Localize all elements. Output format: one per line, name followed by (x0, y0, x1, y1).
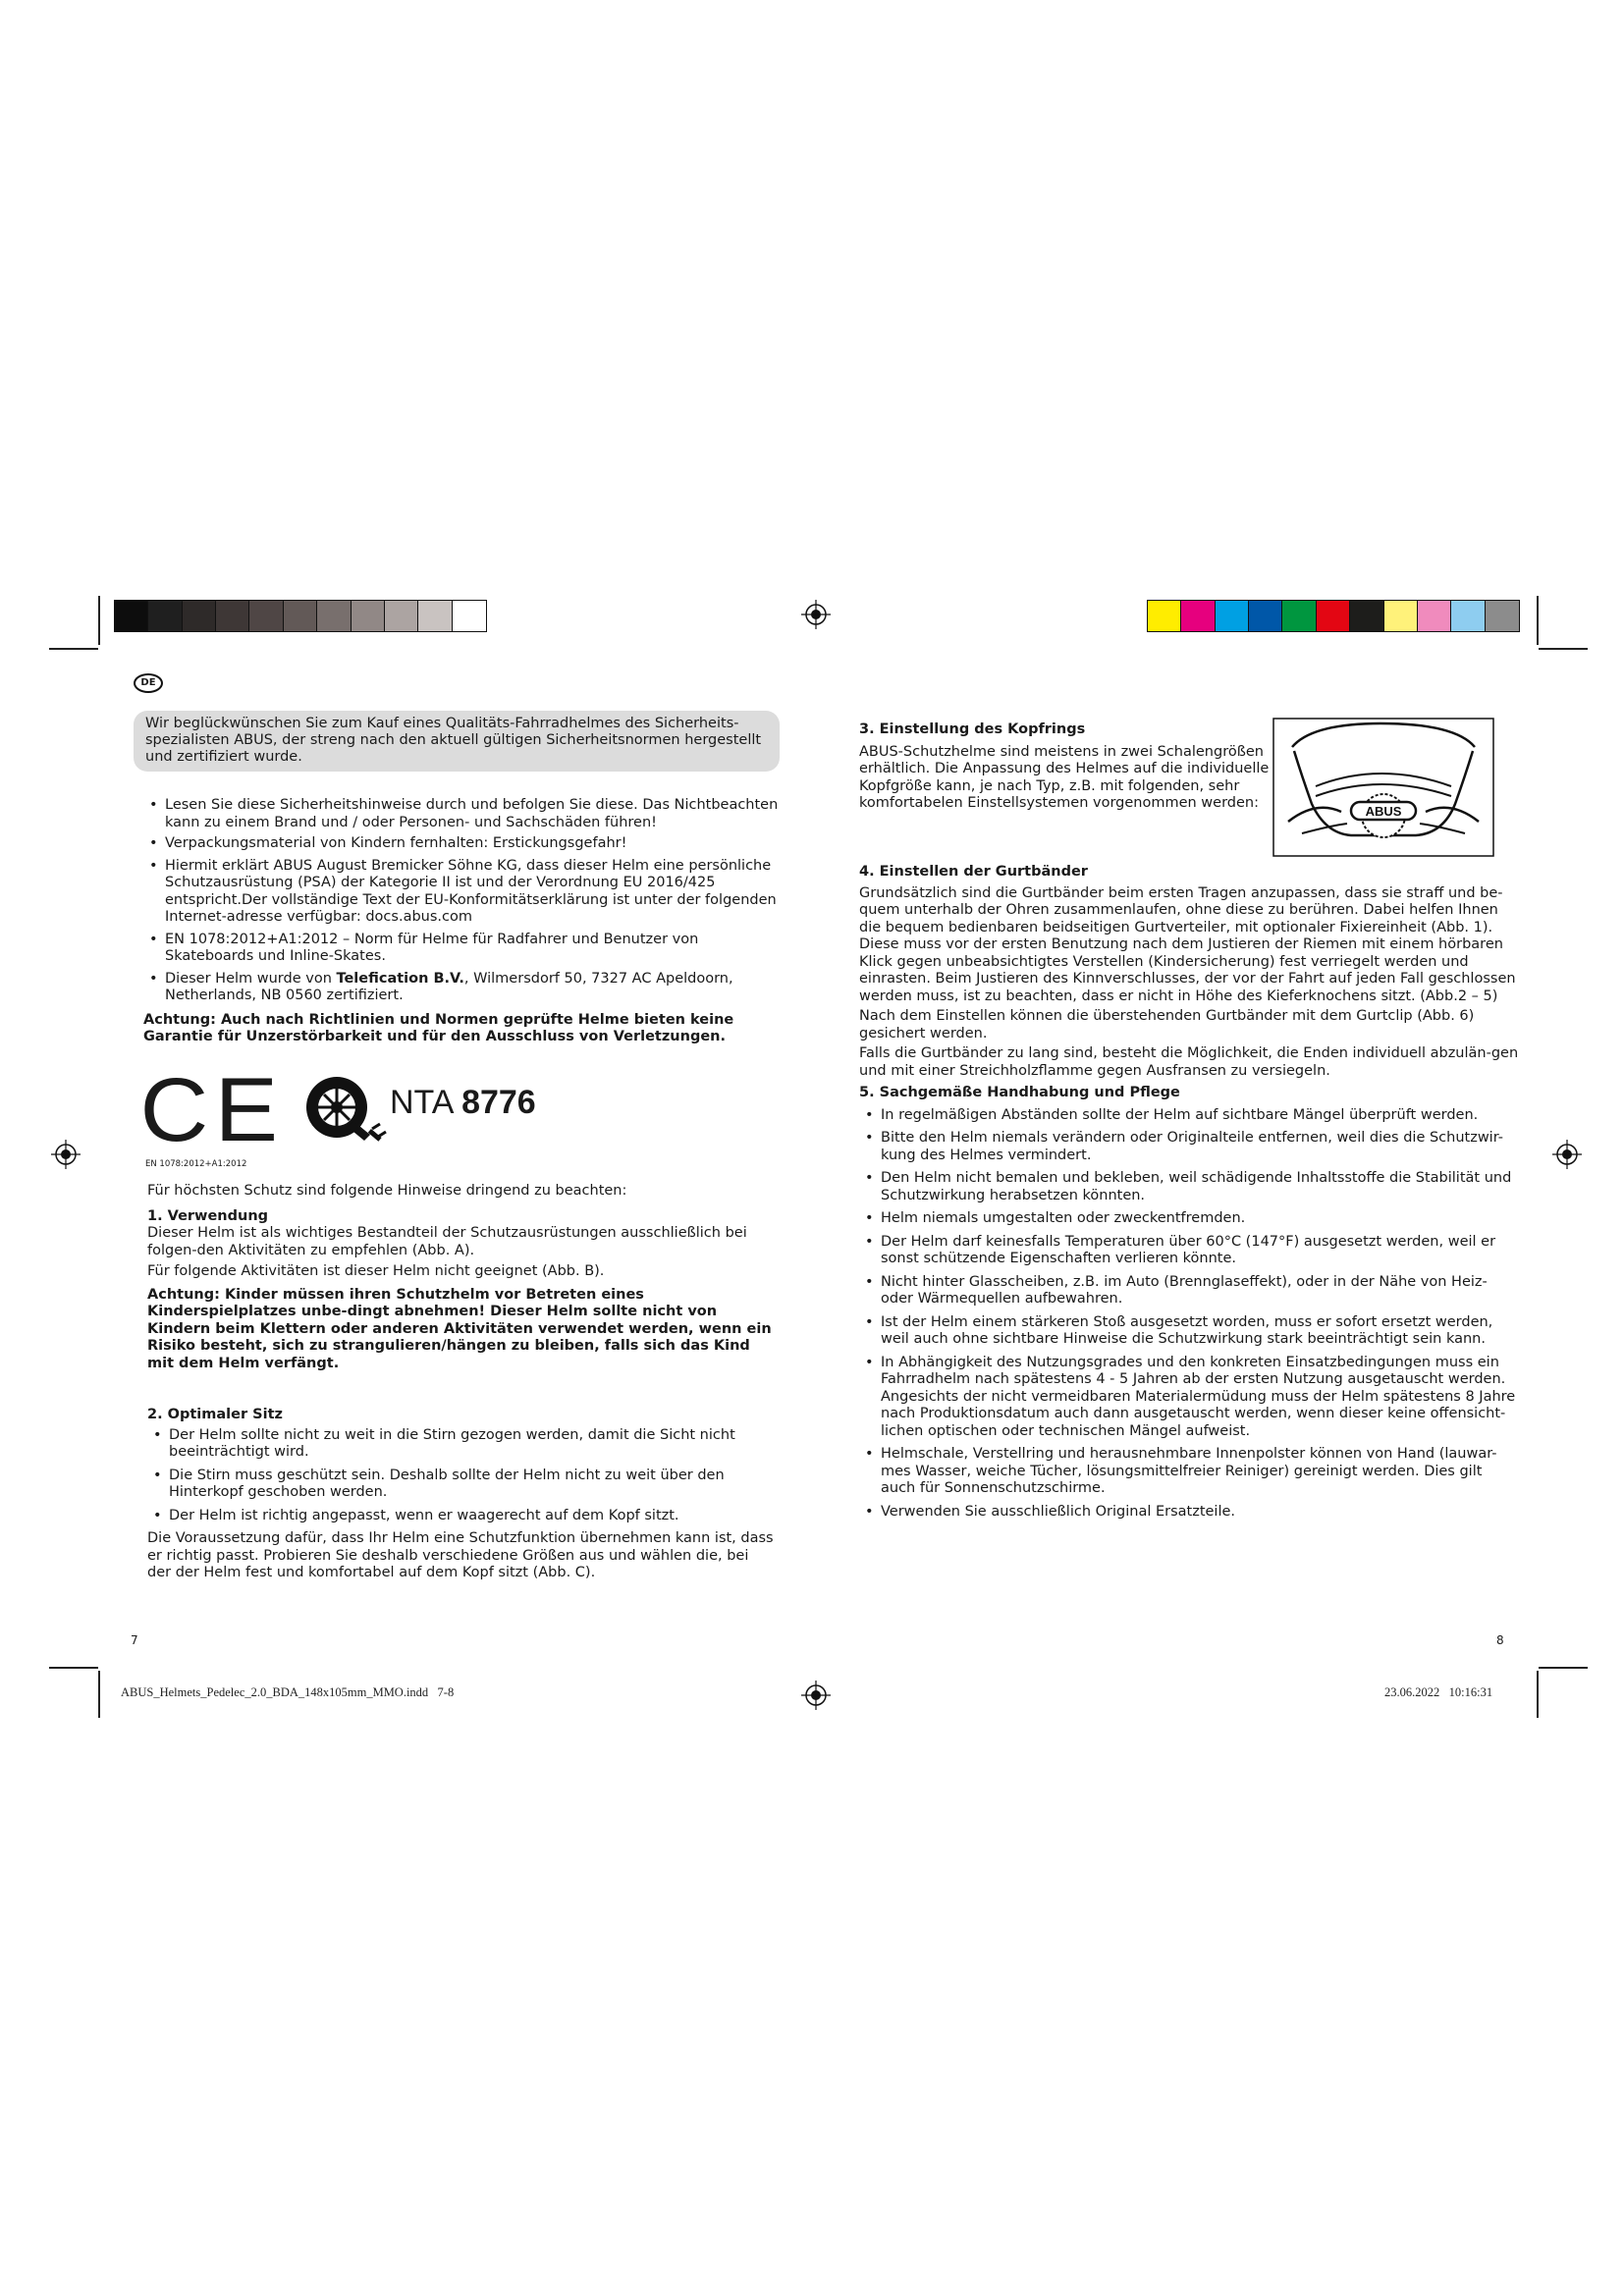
slug-filename: ABUS_Helmets_Pedelec_2.0_BDA_148x105mm_MMO.indd 7-8 (121, 1685, 455, 1699)
section-heading: 4. Einstellen der Gurtbänder (859, 864, 1088, 880)
color-swatch (249, 601, 283, 631)
list-item: • In Abhängigkeit des Nutzungsgrades und den konkreten Einsatzbedingungen muss ein Fahrradhelm nach spätestens 4 - 5 Jahren ab der ersten Nutzung ausgetauscht werden. Angesichts der nicht vermeidbaren Materialermüdung muss der Helm spätestens 8 Jahre nach Produktionsdatum auch dann ausgetauscht werden, wenn dieser keine offensicht-lichen optischen oder technischen Mängel aufweist. (859, 1355, 1519, 1441)
crop-mark (49, 1667, 98, 1669)
cert-prefix: Dieser Helm wurde von (165, 970, 337, 987)
list-item: • Helmschale, Verstellring und herausnehmbare Innenpolster können von Hand (lauwar-mes Wasser, weiche Tücher, lösungsmittelfreier Reiniger) gereinigt werden. Dies gilt auch für Sonnenschutzschirme. (859, 1446, 1519, 1498)
paragraph: Dieser Helm ist als wichtiges Bestandteil der Schutzausrüstungen ausschließlich bei folgen-den Aktivitäten zu empfehlen (Abb. A). (147, 1225, 747, 1258)
paragraph: Für folgende Aktivitäten ist dieser Helm nicht geeignet (Abb. B). (147, 1263, 605, 1279)
list-item: • Helm niemals umgestalten oder zweckentfremden. (859, 1210, 1519, 1228)
list-item (143, 971, 780, 1005)
en-caption (145, 1159, 246, 1169)
color-swatch (385, 601, 418, 631)
page-number-left: 7 (131, 1633, 138, 1647)
process-color-strip (1147, 600, 1520, 632)
list-item: • Verwenden Sie ausschließlich Original Ersatzteile. (859, 1504, 1519, 1522)
registration-mark-icon (51, 1140, 81, 1169)
color-swatch (1148, 601, 1181, 631)
left-column-lower (147, 1183, 776, 1582)
warning-text: Achtung: Auch nach Richtlinien und Normen geprüfte Helme bieten keine Garantie für Unzerstörbarkeit und für den Ausschluss von Verletzungen. (143, 1011, 734, 1044)
nta-label (390, 1084, 536, 1121)
crop-mark (1537, 1671, 1539, 1718)
list-item: • Lesen Sie diese Sicherheitshinweise durch und befolgen Sie diese. Das Nichtbeachten kann zu einem Brand und / oder Personen- und Sachschäden führen! (143, 797, 780, 831)
ce-mark (139, 1060, 285, 1160)
crop-mark (49, 648, 98, 650)
color-swatch (216, 601, 249, 631)
cert-suffix: , Wilmersdorf 50, 7327 AC Apeldoorn, Netherlands, NB 0560 zertifiziert. (165, 970, 733, 1003)
list-item: • Die Stirn muss geschützt sein. Deshalb sollte der Helm nicht zu weit über den Hinterkopf geschoben werden. (147, 1468, 776, 1502)
ce-mark-text: CE (139, 1060, 285, 1160)
crop-mark (1537, 596, 1539, 645)
left-column (143, 797, 780, 1046)
paragraph: Nach dem Einstellen können die überstehenden Gurtbänder mit dem Gurtclip (Abb. 6) gesichert werden. (859, 1008, 1475, 1041)
nta-number: 8776 (461, 1084, 536, 1121)
list-item: • EN 1078:2012+A1:2012 – Norm für Helme für Radfahrer und Benutzer von Skateboards und Inline-Skates. (143, 932, 780, 966)
color-swatch (352, 601, 385, 631)
list-item: • Der Helm darf keinesfalls Temperaturen über 60°C (147°F) ausgesetzt werden, weil er sonst schützende Eigenschaften verlieren könnte. (859, 1234, 1519, 1268)
crop-mark (98, 1671, 100, 1718)
registration-mark-icon (1552, 1140, 1582, 1169)
color-swatch (1451, 601, 1485, 631)
crop-mark (1539, 1667, 1588, 1669)
list-item: • Hiermit erklärt ABUS August Bremicker Söhne KG, dass dieser Helm eine persönliche Schutzausrüstung (PSA) der Kategorie II ist und der Verordnung EU 2016/425 entspricht.Der vollständige Text der EU-Konformitätserklärung ist unter der folgenden Internet-adresse verfügbar: docs.abus.com (143, 858, 780, 927)
color-swatch (1249, 601, 1282, 631)
color-swatch (418, 601, 452, 631)
right-column-top (859, 721, 1272, 813)
color-swatch (148, 601, 182, 631)
grayscale-color-strip (114, 600, 487, 632)
intro-box (134, 711, 780, 772)
list-item: • Nicht hinter Glasscheiben, z.B. im Auto (Brennglaseffekt), oder in der Nähe von Heiz- oder Wärmequellen aufbewahren. (859, 1274, 1519, 1308)
language-badge (134, 673, 163, 693)
list-item: • Verpackungsmaterial von Kindern fernhalten: Erstickungsgefahr! (143, 835, 780, 853)
en-caption-text: EN 1078:2012+A1:2012 (145, 1159, 247, 1169)
list-item: • Den Helm nicht bemalen und bekleben, weil schädigende Inhaltsstoffe die Stabilität und Schutzwirkung herabsetzen könnten. (859, 1170, 1519, 1204)
color-swatch (1181, 601, 1215, 631)
helmet-adjustment-illustration (1272, 718, 1494, 857)
bicycle-wheel-plug-icon (299, 1070, 388, 1148)
color-swatch (1486, 601, 1519, 631)
color-swatch (1216, 601, 1249, 631)
list-item: • In regelmäßigen Abständen sollte der Helm auf sichtbare Mängel überprüft werden. (859, 1107, 1519, 1125)
registration-mark-icon (801, 600, 831, 629)
registration-mark-icon (801, 1681, 831, 1710)
list-item: • Ist der Helm einem stärkeren Stoß ausgesetzt worden, muss er sofort ersetzt werden, weil auch ohne sichtbare Hinweise die Schutzwirkung stark beeinträchtigt sein kann. (859, 1314, 1519, 1349)
list-item: • Der Helm ist richtig angepasst, wenn er waagerecht auf dem Kopf sitzt. (147, 1508, 776, 1525)
list-item: • Bitte den Helm niemals verändern oder Originalteile entfernen, weil dies die Schutzwir-kung des Helmes vermindert. (859, 1130, 1519, 1164)
color-swatch (317, 601, 351, 631)
color-swatch (1350, 601, 1383, 631)
language-badge-label: DE (140, 677, 156, 688)
section-heading: 1. Verwendung (147, 1207, 269, 1224)
intro-text: Wir beglückwünschen Sie zum Kauf eines Qualitäts-Fahrradhelmes des Sicherheits-spezialisten ABUS, der streng nach den aktuell gültigen Sicherheitsnormen hergestellt und zertifiziert wurde. (145, 716, 762, 765)
right-column (859, 864, 1519, 1521)
list-item: • Der Helm sollte nicht zu weit in die Stirn gezogen werden, damit die Sicht nicht beeinträchtigt wird. (147, 1427, 776, 1462)
color-swatch (183, 601, 216, 631)
cert-body: Telefication B.V. (336, 970, 464, 987)
color-swatch (284, 601, 317, 631)
paragraph: Grundsätzlich sind die Gurtbänder beim ersten Tragen anzupassen, dass sie straff und be-quem unterhalb der Ohren zusammenlaufen, ohne diese zu berühren. Dabei helfen Ihnen die bequem bedienbaren beidseitigen Gurtverteiler, mit optionaler Fixiereinheit (Abb. 1). (859, 884, 1503, 935)
page-number-right: 8 (1496, 1633, 1504, 1647)
crop-mark (1539, 648, 1588, 650)
color-swatch (1317, 601, 1350, 631)
section-heading: 5. Sachgemäße Handhabung und Pflege (859, 1085, 1180, 1100)
section-heading: 3. Einstellung des Kopfrings (859, 721, 1086, 737)
nta-label-text: NTA (390, 1084, 453, 1121)
color-swatch (1418, 601, 1451, 631)
section-heading: 2. Optimaler Sitz (147, 1407, 283, 1422)
color-swatch (453, 601, 486, 631)
protection-note: Für höchsten Schutz sind folgende Hinweise dringend zu beachten: (147, 1183, 627, 1199)
crop-mark (98, 596, 100, 645)
warning-text: Achtung: Kinder müssen ihren Schutzhelm vor Betreten eines Kinderspielplatzes unbe-dingt abnehmen! Dieser Helm sollte nicht von Kindern beim Klettern oder anderen Aktivitäten verwendet werden, wenn ein Risiko besteht, sich zu strangulieren/hängen zu bleiben, falls sich das Kind mit dem Helm verfängt. (147, 1286, 772, 1371)
color-swatch (1384, 601, 1418, 631)
slug-timestamp: 23.06.2022 10:16:31 (1384, 1685, 1493, 1699)
paragraph: ABUS-Schutzhelme sind meistens in zwei Schalengrößen erhältlich. Die Anpassung des Helmes auf die individuelle Kopfgröße kann, je nach Typ, z.B. mit folgenden, sehr komfortabelen Einstellsystemen vorgenommen werden: (859, 743, 1270, 811)
color-swatch (115, 601, 148, 631)
helmet-logo-text: ABUS (1365, 804, 1402, 819)
paragraph: Falls die Gurtbänder zu lang sind, besteht die Möglichkeit, die Enden individuell abzulän-gen und mit einer Streichholzflamme gegen Ausfransen zu versiegeln. (859, 1045, 1519, 1079)
color-swatch (1282, 601, 1316, 631)
paragraph: Die Voraussetzung dafür, dass Ihr Helm eine Schutzfunktion übernehmen kann ist, dass er richtig passt. Probieren Sie deshalb verschiedene Größen aus und wählen die, bei der der Helm fest und komfortabel auf dem Kopf sitzt (Abb. C). (147, 1530, 774, 1580)
paragraph: Diese muss vor der ersten Benutzung nach dem Justieren der Riemen mit einem hörbaren Klick gegen unbeabsichtigtes Verstellen (Kindersicherung) fest verriegelt werden und einrasten. Beim Justieren des Kinnverschlusses, der vor der Fahrt auf jeden Fall geschlossen werden muss, ist zu beachten, dass er nicht in Höhe des Kieferknochens sitzt. (Abb.2 – 5) (859, 936, 1516, 1004)
